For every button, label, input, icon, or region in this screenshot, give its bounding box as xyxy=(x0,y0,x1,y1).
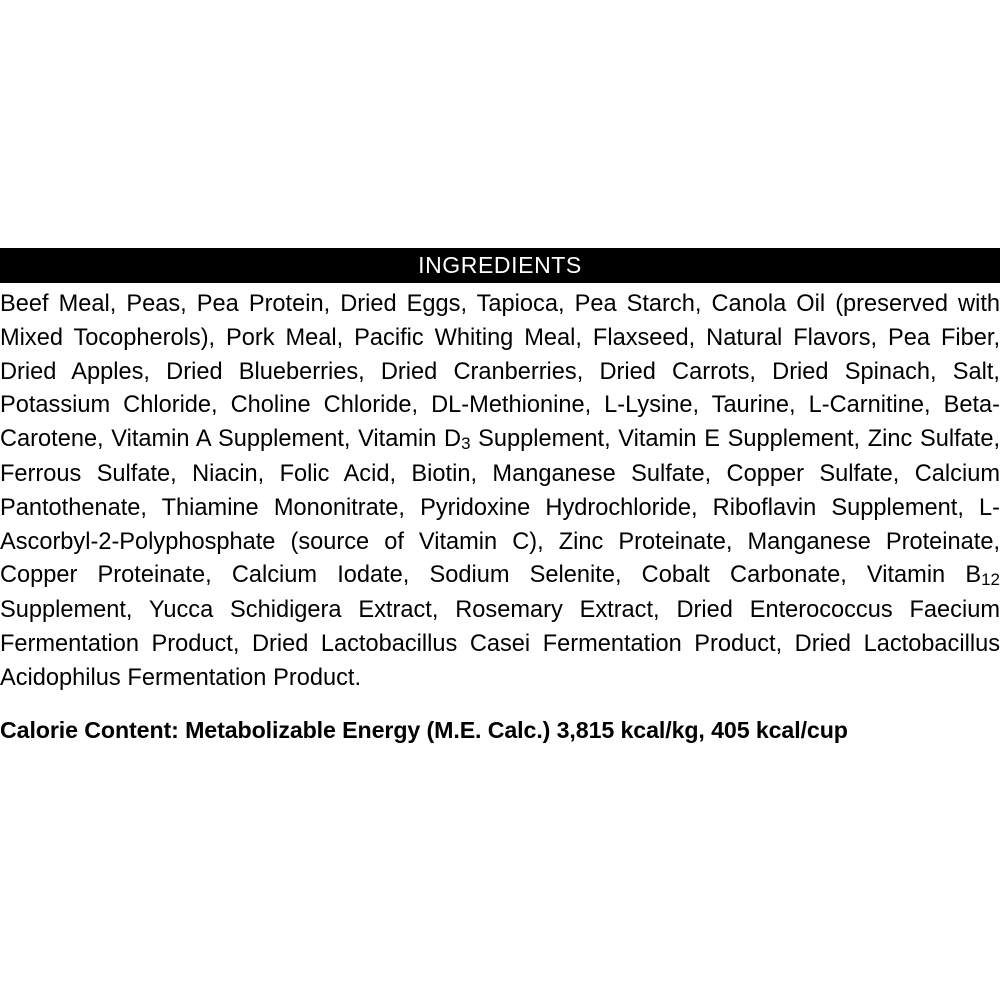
calorie-content-text: Calorie Content: Metabolizable Energy (M.E. Calc.) 3,815 kcal/kg, 405 kcal/cup xyxy=(0,717,848,743)
ingredients-header: INGREDIENTS xyxy=(0,248,1000,283)
ingredients-text: Beef Meal, Peas, Pea Protein, Dried Eggs, Tapioca, Pea Starch, Canola Oil (preserved with Mixed Tocopherols), Pork Meal, Pacific Whiting Meal, Flaxseed, Natural Flavors, Pea Fiber, Dried Apples, Dried Blueberries, Dried Cranberries, Dried Carrots, Dried Spinach, Salt, Potassium Chloride, Choline Chloride, DL-Methionine, L-Lysine, Taurine, L-Carnitine, Beta-Carotene, Vitamin A Supplement, Vitamin $D_3$ Supplement, Vitamin E Supplement, Zinc Sulfate, Ferrous Sulfate, Niacin, Folic Acid, Biotin, Manganese Sulfate, Copper Sulfate, Calcium Pantothenate, Thiamine Mononitrate, Pyridoxine Hydrochloride, Riboflavin Supplement, L-Ascorbyl-2-Polyphosphate (source of Vitamin C), Zinc Proteinate, Manganese Proteinate, Copper Proteinate, Calcium Iodate, Sodium Selenite, Cobalt Carbonate, Vitamin $B_{12}$ Supplement, Yucca Schidigera Extract, Rosemary Extract, Dried Enterococcus Faecium Fermentation Product, Dried Lactobacillus Casei Fermentation Product, Dried Lactobacillus Acidophilus Fermentation Product. xyxy=(0,291,1000,691)
